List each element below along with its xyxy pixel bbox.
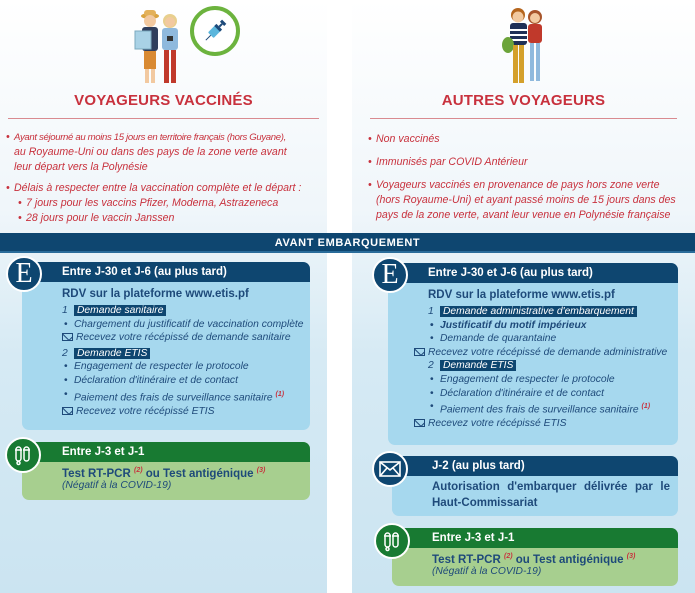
envelope-icon (62, 333, 73, 341)
step-2-label: Demande ETIS (74, 348, 150, 359)
vaccinated-title: VOYAGEURS VACCINÉS (74, 92, 253, 109)
title-divider (8, 118, 319, 119)
footnote-ref: (1) (275, 390, 285, 398)
footnote-ref: (1) (641, 403, 651, 411)
criteria-item: • Non vaccinés (368, 132, 693, 147)
etis-card-header: Entre J-30 et J-6 (au plus tard) (388, 263, 678, 283)
step-1-item: • Chargement du justificatif de vaccination complète (62, 318, 302, 332)
criteria-item: • Délais à respecter entre la vaccination complète et le départ : (6, 181, 324, 196)
authorization-text: Autorisation d'embarquer délivrée par le Haut-Commissariat (432, 481, 670, 509)
test-card (392, 528, 678, 586)
step-2-item: • Engagement de respecter le protocole (428, 373, 670, 387)
test-types: Test RT-PCR $^{(2)}$ ou Test antigénique $^{(3)}$ (62, 467, 266, 480)
step-1-item: • Demande de quarantaine (428, 332, 670, 346)
test-tubes-icon (381, 530, 403, 552)
other-travelers-column (352, 0, 695, 593)
step-1-label: Demande administrative d'embarquement (440, 306, 637, 317)
test-note: (Négatif à la COVID-19) (62, 479, 172, 491)
step-1: 1 Demande sanitaire (62, 304, 302, 318)
mail-badge (372, 451, 408, 487)
step-1-label: Demande sanitaire (74, 305, 166, 316)
step-2: 2 Demande ETIS (401, 359, 670, 373)
step-1-receipt: Recevez votre récépissé de demande administrative (401, 346, 670, 360)
vaccinated-criteria (6, 130, 324, 226)
step-1: 1 Demande administrative d'embarquement (401, 305, 670, 319)
step-2-item: • Déclaration d'itinéraire et de contact (62, 374, 302, 388)
test-card-header: Entre J-3 et J-1 (22, 442, 310, 462)
envelope-icon (414, 348, 425, 356)
envelope-icon (414, 419, 425, 427)
envelope-icon (62, 407, 73, 415)
step-2-item: • Engagement de respecter le protocole (62, 360, 302, 374)
test-card-body (392, 548, 678, 581)
criteria-item: • Voyageurs vaccinés en provenance de pays hors zone verte (hors Royaume-Uni) et ayant passé moins de 15 jours dans des pays de la zone verte, avant leur venue en Polynésie française (368, 178, 693, 223)
step-2-item: • Paiement des frais de surveillance sanitaire $^{(1)}$ (428, 400, 670, 417)
young-couple-illustration (500, 5, 550, 87)
criteria-subitem: • 28 jours pour le vaccin Janssen (6, 211, 324, 226)
test-types: Test RT-PCR $^{(2)}$ ou Test antigénique $^{(3)}$ (432, 553, 636, 566)
step-2-item: • Paiement des frais de surveillance sanitaire $^{(1)}$ (62, 388, 302, 405)
envelope-icon (379, 461, 401, 477)
test-card (22, 442, 310, 500)
step-2-item: • Déclaration d'itinéraire et de contact (428, 387, 670, 401)
authorization-card-body (392, 479, 678, 515)
etis-card-body (22, 282, 310, 422)
etis-card-header: Entre J-30 et J-6 (au plus tard) (22, 262, 310, 282)
etis-e-badge: E (6, 256, 42, 292)
vaccinated-travelers-column (0, 0, 327, 593)
etis-card (22, 262, 310, 430)
test-card-body (22, 462, 310, 495)
etis-card-body (388, 283, 678, 435)
title-divider (370, 118, 677, 119)
step-1-receipt: Recevez votre récépissé de demande sanitaire (62, 331, 302, 345)
step-2: 2 Demande ETIS (62, 347, 302, 361)
other-criteria (368, 132, 693, 229)
etis-e-badge: E (372, 257, 408, 293)
etis-card (388, 263, 678, 445)
criteria-item: • Ayant séjourné au moins 15 jours en territoire français (hors Guyane), au Royaume-Uni ou dans des pays de la zone verte avant leur départ vers la Polynésie (6, 130, 324, 175)
criteria-item: • Immunisés par COVID Antérieur (368, 155, 693, 170)
step-2-label: Demande ETIS (440, 360, 516, 371)
vaccination-badge (190, 6, 240, 56)
test-tubes-icon (12, 444, 34, 466)
authorization-card-header: J-2 (au plus tard) (392, 456, 678, 476)
test-note: (Négatif à la COVID-19) (432, 565, 542, 577)
before-boarding-banner: AVANT EMBARQUEMENT (0, 233, 695, 253)
test-tube-badge (374, 523, 410, 559)
syringe-icon (200, 16, 230, 46)
other-title: AUTRES VOYAGEURS (441, 92, 606, 109)
test-tube-badge (5, 437, 41, 473)
test-card-header: Entre J-3 et J-1 (392, 528, 678, 548)
step-2-receipt: Recevez votre récépissé ETIS (401, 417, 670, 431)
criteria-subitem: • 7 jours pour les vaccins Pfizer, Moderna, Astrazeneca (6, 196, 324, 211)
authorization-card (392, 456, 678, 516)
traveler-couple-illustration (132, 6, 188, 88)
etis-link-text: RDV sur la plateforme www.etis.pf (62, 288, 249, 300)
step-2-receipt: Recevez votre récépissé ETIS (62, 405, 302, 419)
step-1-item: • Justificatif du motif impérieux (428, 319, 670, 333)
etis-link-text: RDV sur la plateforme www.etis.pf (428, 289, 615, 301)
